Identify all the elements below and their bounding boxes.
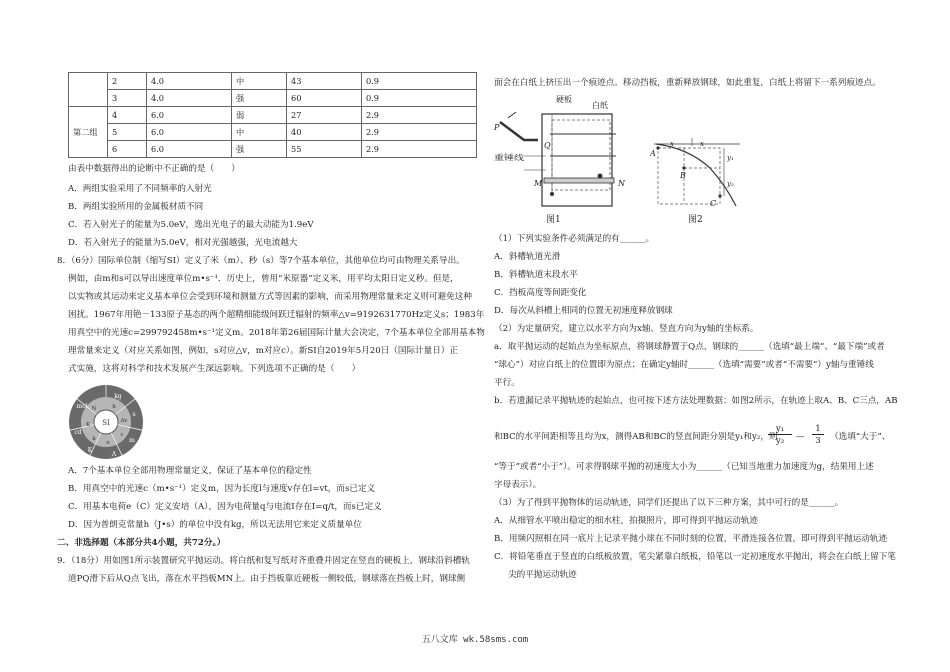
q9-line: 9．（18分）用如图1所示装置研究平抛运动。将白纸和复写纸对齐重叠并固定在竖直的硬板上，钢球沿斜槽轨 [57,556,470,566]
q9-part1-option-d: D．每次从斜槽上相同的位置无初速度释放钢球 [494,306,673,316]
q8-line: 困扰。1967年用铯－133原子基态的两个超精细能级间跃迁辐射的频率△v=9192631770Hz定义s；1983年 [68,310,485,320]
q7-option-a: A．两组实验采用了不同频率的入射光 [68,184,212,194]
cell: 6.0 [147,124,232,141]
group-cell-empty [69,73,108,107]
fraction-dash: — [796,432,805,442]
q8-option-a: A．7个基本单位全部用物理常量定义，保证了基本单位的稳定性 [68,466,312,476]
group-label: 第二组 [69,107,108,158]
q8-line: 用真空中的光速c=299792458m•s⁻¹定义m。2018年第26届国际计量大会决定，7个基本单位全部用基本物 [68,328,485,338]
si-unit: A [111,451,117,458]
q9-part2b: b．若遗漏记录平抛轨迹的起始点，也可按下述方法处理数据：如图2所示，在轨迹上取A、B、C三点，AB [494,396,898,406]
q9-part3-option-b: B．用频闪照相在同一底片上记录平抛小球在不同时刻的位置，平滑连接各位置，即可得到平抛运动轨迹 [494,534,888,544]
table-row [69,107,477,124]
fraction2-numerator: 1 [812,424,824,435]
table-row [69,124,477,141]
si-unit-wheel [68,384,144,460]
point-b: B [680,171,686,180]
label-hardboard: 硬板 [556,95,572,104]
figure-2-caption: 图2 [688,215,703,225]
label-m: M [534,179,543,188]
si-constant: c [120,432,124,438]
page-footer: 五八文库 wk.58sms.com [421,635,529,645]
q9-part2b-line2: 和BC的水平间距相等且均为x，测得AB和BC的竖直间距分别是y₁和y₂，则 [494,432,778,442]
point-a: A [650,149,656,158]
q8-option-c: C．用基本电荷e（C）定义安培（A），因为电荷量q与电流I存在I=q/t，而s已定义 [68,502,382,512]
cell: 5 [108,124,147,141]
si-unit: kg [114,393,122,400]
figure-1-apparatus [494,94,634,228]
table-row [69,141,477,158]
cell: 40 [287,124,362,141]
label-x2: x [700,140,704,148]
fraction-numerator: y₁ [768,424,792,435]
cell: 6.0 [147,107,232,124]
q9-part2: （2）为定量研究，建立以水平方向为x轴、竖直方向为y轴的坐标系。 [494,324,759,334]
si-constant: h [112,404,116,410]
q8-line: 理常量来定义（对应关系如图，例如，s对应△v，m对应c）。新SI自2019年5月20日（国际计量日）正 [68,346,459,356]
label-q: Q [544,141,551,150]
si-constant: N [91,406,97,412]
si-constant: k [92,436,96,442]
q9-part2a-line2: “球心”）对应白纸上的位置即为原点；在确定y轴时______（选填“需要”或者“不需要”）y轴与重锤线 [494,360,874,370]
experiment-table [68,72,477,158]
fraction-denominator: y₂ [775,436,785,446]
q8-option-b: B．用真空中的光速c（m•s⁻¹）定义m，因为长度l与速度v存在l=vt，而s已定义 [68,484,376,494]
q8-line: 例如，由m和s可以导出速度单位m•s⁻¹．历史上，曾用“米原器”定义米，用平均太阳日定义秒。但是， [68,274,459,284]
q9-continuation: 面会在白纸上挤压出一个痕迹点。移动挡板，重新释放钢球，如此重复，白纸上将留下一系列痕迹点。 [494,78,881,88]
q8-line: 式实施，这将对科学和技术发展产生深远影响。下列选项不正确的是（ ） [68,364,361,374]
q9-part3: （3）为了得到平抛物体的运动轨迹，同学们还提出了以下三种方案，其中可行的是______。 [494,498,844,508]
fraction2-denominator: 3 [815,436,821,446]
q8-line: 以实物或其运动来定义基本单位会受到环境和测量方式等因素的影响，而采用物理常量来定义则可避免这种 [68,292,472,302]
si-constant: e [106,440,110,446]
si-center-label: SI [102,419,110,427]
q9-part3-option-c-line2: 尖的平抛运动轨迹 [508,570,577,580]
si-unit: m [129,437,135,444]
cell: 强 [232,90,287,107]
q7-option-c: C．若入射光子的能量为5.0eV，逸出光电子的最大动能为1.9eV [68,220,314,230]
q9-part1-option-a: A．斜槽轨道光滑 [494,252,561,262]
si-constant: Δv [120,418,128,424]
cell: 0.9 [362,73,477,90]
cell: 2 [108,73,147,90]
cell: 4 [108,107,147,124]
q9-part2b-line4: 字母表示）。 [494,480,542,490]
cell: 6 [108,141,147,158]
q7-option-d: D．若入射光子的能量为5.0eV，相对光强越强，光电流越大 [68,238,298,248]
q9-part3-option-a: A．从细管水平喷出稳定的细水柱，拍摄照片，即可得到平抛运动轨迹 [494,516,759,526]
label-white-paper: 白纸 [592,101,608,110]
q7-option-b: B．两组实验所用的金属板材质不同 [68,202,204,212]
figure-2-trajectory [648,134,748,226]
q9-part1-option-b: B．斜槽轨道末段水平 [494,270,578,280]
si-constant: K [85,422,91,428]
q9-part2b-choice: （选填“大于”、 [830,432,891,442]
cell: 2.9 [362,141,477,158]
label-plumb-line: 重锤线 [494,153,517,162]
cell: 0.9 [362,90,477,107]
table-row [69,90,477,107]
si-unit: mol [76,403,88,410]
cell: 27 [287,107,362,124]
cell: 43 [287,73,362,90]
cell: 中 [232,73,287,90]
q9-part3-option-c: C．将铅笔垂直于竖直的白纸板放置，笔尖紧靠白纸板，铅笔以一定初速度水平抛出，将会在白纸上留下笔 [494,552,896,562]
cell: 2.9 [362,107,477,124]
q9-part1: （1）下列实验条件必须满足的有______。 [494,234,655,244]
cell: 4.0 [147,73,232,90]
q9-line: 道PQ滑下后从Q点飞出，落在水平挡板MN上。由于挡板靠近硬板一侧较低，钢球落在挡板上时，钢球侧 [68,574,466,584]
label-y2: y₂ [727,180,734,188]
label-y1: y₁ [727,154,734,162]
cell: 6.0 [147,141,232,158]
cell: 4.0 [147,90,232,107]
q9-part1-option-c: C．挡板高度等间距变化 [494,288,587,298]
si-unit: s [132,411,136,418]
q9-part2b-line3: “等于”或者“小于”）。可求得钢球平抛的初速度大小为______（已知当地重力加速度为g，结果用上述 [494,462,874,472]
figure-1-caption: 图1 [546,215,561,225]
q7-stem: 由表中数据得出的论断中不正确的是（ ） [68,164,240,174]
label-n: N [618,179,625,188]
si-unit: K [87,447,93,454]
si-unit: cd [74,429,82,436]
q9-part2a: a．取平抛运动的起始点为坐标原点，将钢球静置于Q点，钢球的______（选填“最上端”、“最下端”或者 [494,342,885,352]
cell: 3 [108,90,147,107]
q8-option-d: D．因为普朗克常量h（J•s）的单位中没有kg，所以无法用它来定义质量单位 [68,520,362,530]
label-x1: x [670,140,674,148]
cell: 2.9 [362,124,477,141]
cell: 弱 [232,107,287,124]
label-p: P [494,123,500,132]
table-row [69,73,477,90]
point-c: C [710,199,717,208]
cell: 55 [287,141,362,158]
section-heading: 二、非选择题（本部分共4小题，共72分。） [57,538,226,548]
cell: 中 [232,124,287,141]
cell: 60 [287,90,362,107]
q9-part2a-line3: 平行。 [494,378,520,388]
cell: 强 [232,141,287,158]
q8-line: 8．（6分）国际单位制（缩写SI）定义了米（m）、秒（s）等7个基本单位，其他单位均可由物理关系导出。 [57,256,465,266]
